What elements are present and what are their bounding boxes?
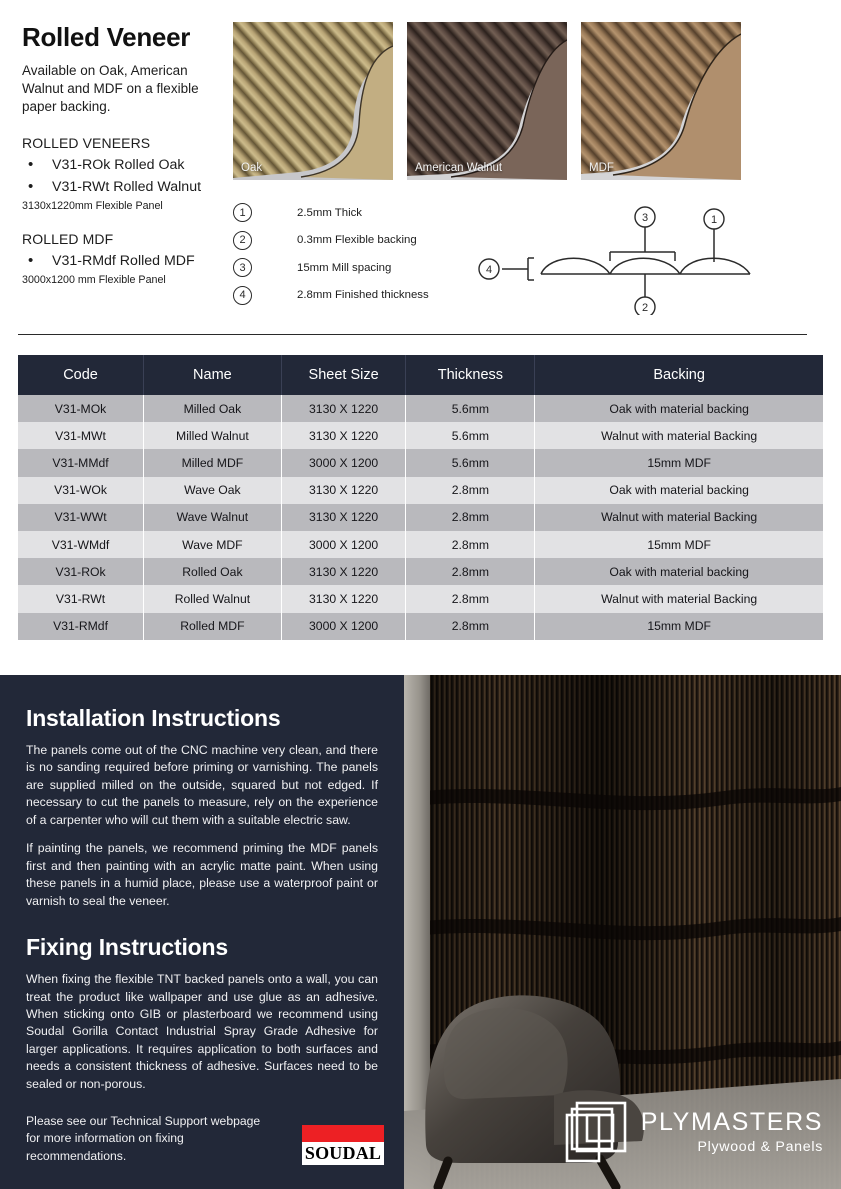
top-section xyxy=(0,0,841,330)
fixing-paragraph-1: When fixing the flexible TNT backed panels onto a wall, you can treat the product like wallpaper and use glue as an adhesive. When sticking onto GIB or plasterboard we recommend using Soudal Gorilla Contact Industrial Spray Grade Adhesive for larger applications. It requires application to both surfaces and needs a consistent thickness of adhesive. Surfaces need to be sealed or non-porous. xyxy=(26,972,378,1091)
diagram-callout-3: 3 xyxy=(641,211,649,224)
product-table-wrapper xyxy=(18,355,823,640)
callout-number-icon: 1 xyxy=(233,203,252,222)
interior-photo xyxy=(404,675,841,1189)
walnut-texture-svg xyxy=(407,22,567,180)
soudal-wordmark: SOUDAL xyxy=(304,1143,382,1163)
cross-section-diagram xyxy=(478,195,828,315)
swatch-label: American Walnut xyxy=(415,162,503,174)
table-row xyxy=(18,422,823,449)
legend-text: 2.5mm Thick xyxy=(297,206,362,219)
cell-thickness: 2.8mm xyxy=(406,558,535,585)
spec-legend xyxy=(233,203,429,313)
diagram-callout-2: 2 xyxy=(641,301,649,314)
cell-backing: Walnut with material Backing xyxy=(601,591,758,606)
cell-thickness: 5.6mm xyxy=(406,449,535,476)
footer-row xyxy=(26,1113,384,1165)
list-item: • V31-RMdf Rolled MDF xyxy=(22,252,232,271)
panel-note-veneers: 3130x1220mm Flexible Panel xyxy=(22,200,163,213)
table-body xyxy=(18,395,823,640)
cell-sheet-size: 3000 X 1200 xyxy=(281,613,406,640)
cell-name: Milled Oak xyxy=(144,395,282,422)
page-title: Rolled Veneer xyxy=(22,22,191,52)
swatch-image-oak xyxy=(233,22,393,180)
legend-text: 15mm Mill spacing xyxy=(297,261,392,274)
list-item: • V31-RWt Rolled Walnut xyxy=(22,178,232,197)
cell-code: V31-RMdf xyxy=(18,613,144,640)
cell-name: Rolled Walnut xyxy=(144,585,282,612)
cell-name: Rolled MDF xyxy=(144,613,282,640)
cell-sheet-size: 3130 X 1220 xyxy=(281,585,406,612)
swatch-mdf xyxy=(581,22,741,180)
cell-code: V31-MMdf xyxy=(18,449,144,476)
cell-backing: 15mm MDF xyxy=(647,455,711,470)
callout-number-icon: 2 xyxy=(233,231,252,250)
swatch-image-walnut xyxy=(407,22,567,180)
instructions-panel xyxy=(0,675,404,1189)
cell-name: Wave Oak xyxy=(144,477,282,504)
table-row xyxy=(18,395,823,422)
column-header-code: Code xyxy=(18,355,144,395)
table-row xyxy=(18,558,823,585)
cell-thickness: 5.6mm xyxy=(406,395,535,422)
section-heading-veneers: ROLLED VENEERS xyxy=(22,134,151,151)
swatch-oak xyxy=(233,22,393,180)
intro-block xyxy=(22,22,232,286)
installation-heading: Installation Instructions xyxy=(26,705,281,731)
divider xyxy=(18,334,807,335)
cell-backing: Walnut with material Backing xyxy=(601,428,758,443)
oak-texture-svg xyxy=(233,22,393,180)
cell-sheet-size: 3130 X 1220 xyxy=(281,395,406,422)
cell-backing: 15mm MDF xyxy=(647,537,711,552)
cell-thickness: 2.8mm xyxy=(406,531,535,558)
cell-sheet-size: 3130 X 1220 xyxy=(281,558,406,585)
plymasters-monogram-icon xyxy=(565,1101,627,1163)
product-table xyxy=(18,355,823,640)
veneer-list xyxy=(22,156,232,197)
diagram-callout-4: 4 xyxy=(485,263,493,276)
cell-backing: Oak with material backing xyxy=(609,483,749,498)
table-row xyxy=(18,531,823,558)
cell-thickness: 2.8mm xyxy=(406,477,535,504)
cell-code: V31-MOk xyxy=(18,395,144,422)
table-row xyxy=(18,613,823,640)
column-header-backing: Backing xyxy=(535,355,823,395)
callout-number-icon: 4 xyxy=(233,286,252,305)
cell-sheet-size: 3130 X 1220 xyxy=(281,477,406,504)
table-header-row xyxy=(18,355,823,395)
cell-backing: 15mm MDF xyxy=(647,619,711,634)
soudal-logo xyxy=(302,1125,384,1165)
cell-name: Wave Walnut xyxy=(144,504,282,531)
table-row xyxy=(18,585,823,612)
column-header-sheet-size: Sheet Size xyxy=(281,355,406,395)
cell-name: Milled Walnut xyxy=(144,422,282,449)
cell-thickness: 2.8mm xyxy=(406,613,535,640)
section-heading-mdf: ROLLED MDF xyxy=(22,231,114,248)
swatch-label: Oak xyxy=(241,162,263,174)
cell-name: Milled MDF xyxy=(144,449,282,476)
cell-name: Rolled Oak xyxy=(144,558,282,585)
cell-code: V31-WMdf xyxy=(18,531,144,558)
cell-code: V31-RWt xyxy=(18,585,144,612)
table-head xyxy=(18,355,823,395)
swatch-american-walnut xyxy=(407,22,567,180)
technical-support-note: Please see our Technical Support webpage for more information on fixing recommendations. xyxy=(26,1114,261,1163)
plymasters-wordmark-block xyxy=(640,1107,823,1155)
table-row xyxy=(18,449,823,476)
cell-thickness: 2.8mm xyxy=(406,504,535,531)
callout-number-icon: 3 xyxy=(233,258,252,277)
bottom-section xyxy=(0,675,841,1189)
cell-backing: Oak with material backing xyxy=(609,564,749,579)
installation-paragraph-1: The panels come out of the CNC machine very clean, and there is no sanding required before priming or varnishing. The panels are supplied milled on the outside, squared but not edged. If necessary to cut the panels to measure, rely on the experience of a carpenter who will cut them with a suitable electric saw. xyxy=(26,743,378,827)
cell-code: V31-WOk xyxy=(18,477,144,504)
plymasters-tagline: Plywood & Panels xyxy=(697,1138,823,1155)
mdf-list xyxy=(22,252,232,271)
legend-item xyxy=(233,286,429,305)
cell-sheet-size: 3130 X 1220 xyxy=(281,504,406,531)
table-row xyxy=(18,504,823,531)
cell-thickness: 5.6mm xyxy=(406,422,535,449)
cell-code: V31-WWt xyxy=(18,504,144,531)
diagram-callout-1: 1 xyxy=(710,213,718,226)
panel-note-mdf: 3000x1200 mm Flexible Panel xyxy=(22,274,166,287)
column-header-name: Name xyxy=(144,355,282,395)
list-item: • V31-ROk Rolled Oak xyxy=(22,156,232,175)
fixing-heading: Fixing Instructions xyxy=(26,934,228,961)
cell-code: V31-ROk xyxy=(18,558,144,585)
profile-diagram-svg xyxy=(478,195,828,315)
legend-text: 0.3mm Flexible backing xyxy=(297,234,417,246)
cell-thickness: 2.8mm xyxy=(406,585,535,612)
legend-text: 2.8mm Finished thickness xyxy=(297,289,429,301)
cell-sheet-size: 3130 X 1220 xyxy=(281,422,406,449)
cell-sheet-size: 3000 X 1200 xyxy=(281,531,406,558)
legend-item xyxy=(233,203,429,222)
cell-backing: Oak with material backing xyxy=(609,401,749,416)
installation-paragraph-2: If painting the panels, we recommend priming the MDF panels first and then painting with an acrylic matte paint. When using these panels in a humid place, please use a waterproof paint or varnish to seal the veneer. xyxy=(26,841,378,908)
page-subtitle: Available on Oak, American Walnut and MDF on a flexible paper backing. xyxy=(22,63,199,114)
plymasters-name: PLYMASTERS xyxy=(640,1107,823,1136)
cell-code: V31-MWt xyxy=(18,422,144,449)
swatch-image-mdf xyxy=(581,22,741,180)
legend-item xyxy=(233,258,429,277)
plymasters-logo xyxy=(565,1101,823,1163)
mdf-texture-svg xyxy=(581,22,741,180)
cell-sheet-size: 3000 X 1200 xyxy=(281,449,406,476)
product-swatches xyxy=(233,22,741,180)
cell-name: Wave MDF xyxy=(144,531,282,558)
cell-backing: Walnut with material Backing xyxy=(601,510,758,525)
legend-item xyxy=(233,231,429,250)
swatch-label: MDF xyxy=(589,162,614,174)
soudal-red-bar xyxy=(302,1125,384,1142)
table-row xyxy=(18,477,823,504)
column-header-thickness: Thickness xyxy=(406,355,535,395)
